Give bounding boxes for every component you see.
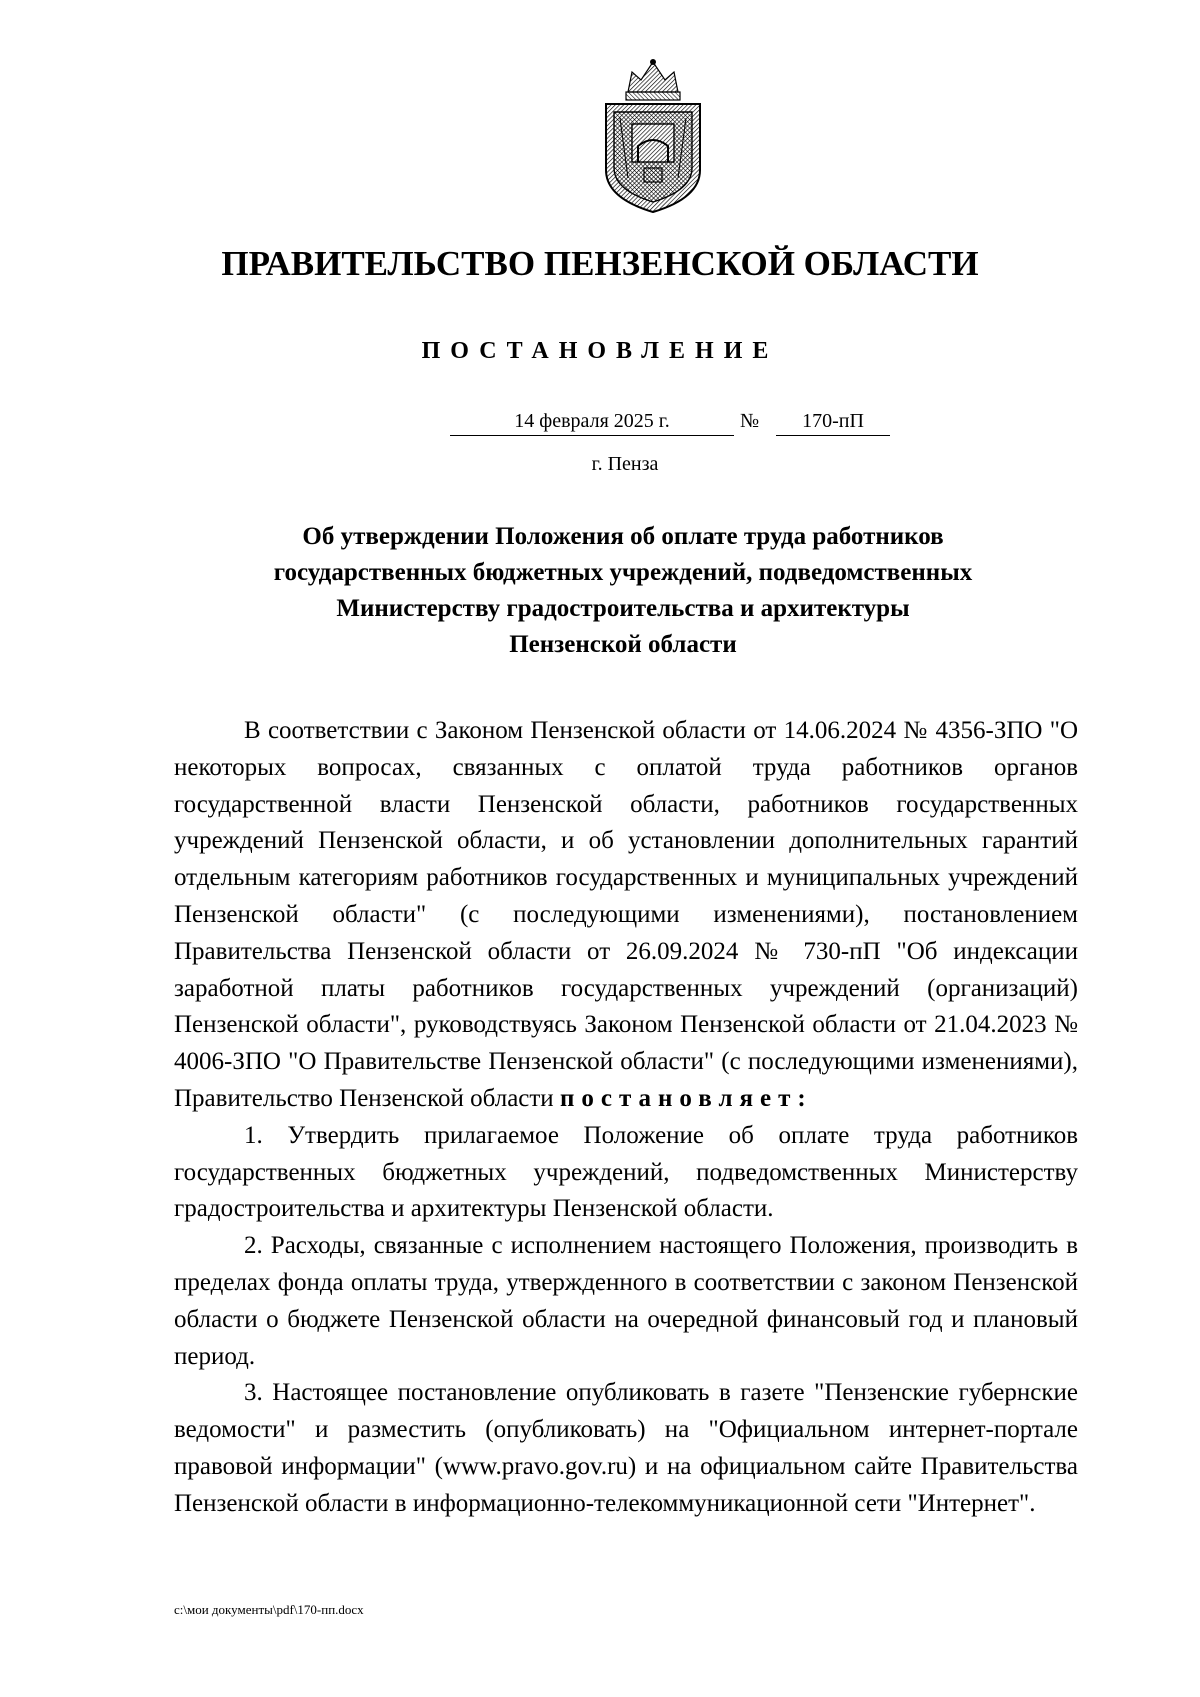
subject-line: Пензенской области [509,631,737,658]
document-date: 14 февраля 2025 г. [450,408,734,436]
point-3: 3. Настоящее постановление опубликовать в газете "Пензенские губернские ведомости" и разместить (опубликовать) на "Официальном интернет-портале правовой информации" (www.pravo.gov.ru) и на официальном сайте Правительства Пензенской области в информационно-телекоммуникационной сети "Интернет". [174,1379,1078,1517]
number-sign: № [740,410,760,432]
document-number: 170-пП [776,408,890,436]
preamble-text: В соответствии с Законом Пензенской области от 14.06.2024 № 4356-ЗПО "О некоторых вопросах, связанных с оплатой труда работников органов государственной власти Пензенской области, работников государственных учреждений Пензенской области, и об установлении дополнительных гарантий отдельным категориям работников государственных и муниципальных учреждений Пензенской области" (с последующими изменениями), постановлением Правительства Пензенской области от 26.09.2024 № 730-пП "Об индексации заработной платы работников государственных учреждений (организаций) Пензенской области", руководствуясь Законом Пензенской области от 21.04.2023 № 4006-ЗПО "О Правительстве Пензенской области" (с последующими изменениями), Правительство Пензенской области [174,717,1078,1112]
point-2: 2. Расходы, связанные с исполнением настоящего Положения, производить в пределах фонда оплаты труда, утвержденного в соответствии с законом Пензенской области о бюджете Пензенской области на очередной финансовый год и плановый период. [174,1232,1078,1370]
coat-of-arms-icon [598,58,708,216]
subject-line: Об утверждении Положения об оплате труда работников [302,523,944,550]
document-subject [170,519,1076,663]
document-body [174,713,1078,1523]
document-city: г. Пенза [591,453,659,475]
file-path: c:\мои документы\pdf\170-пп.docx [174,1602,364,1617]
preamble-paragraph [174,713,1078,1118]
subject-line: государственных бюджетных учреждений, подведомственных [273,559,973,586]
point-1: 1. Утвердить прилагаемое Положение об оплате труда работников государственных бюджетных учреждений, подведомственных Министерству градостроительства и архитектуры Пензенской области. [174,1121,1078,1223]
document-type: ПОСТАНОВЛЕНИЕ [421,338,779,364]
government-title: ПРАВИТЕЛЬСТВО ПЕНЗЕНСКОЙ ОБЛАСТИ [221,244,979,283]
resolves-word: постановляет: [559,1084,813,1112]
subject-line: Министерству градостроительства и архитектуры [336,595,910,622]
